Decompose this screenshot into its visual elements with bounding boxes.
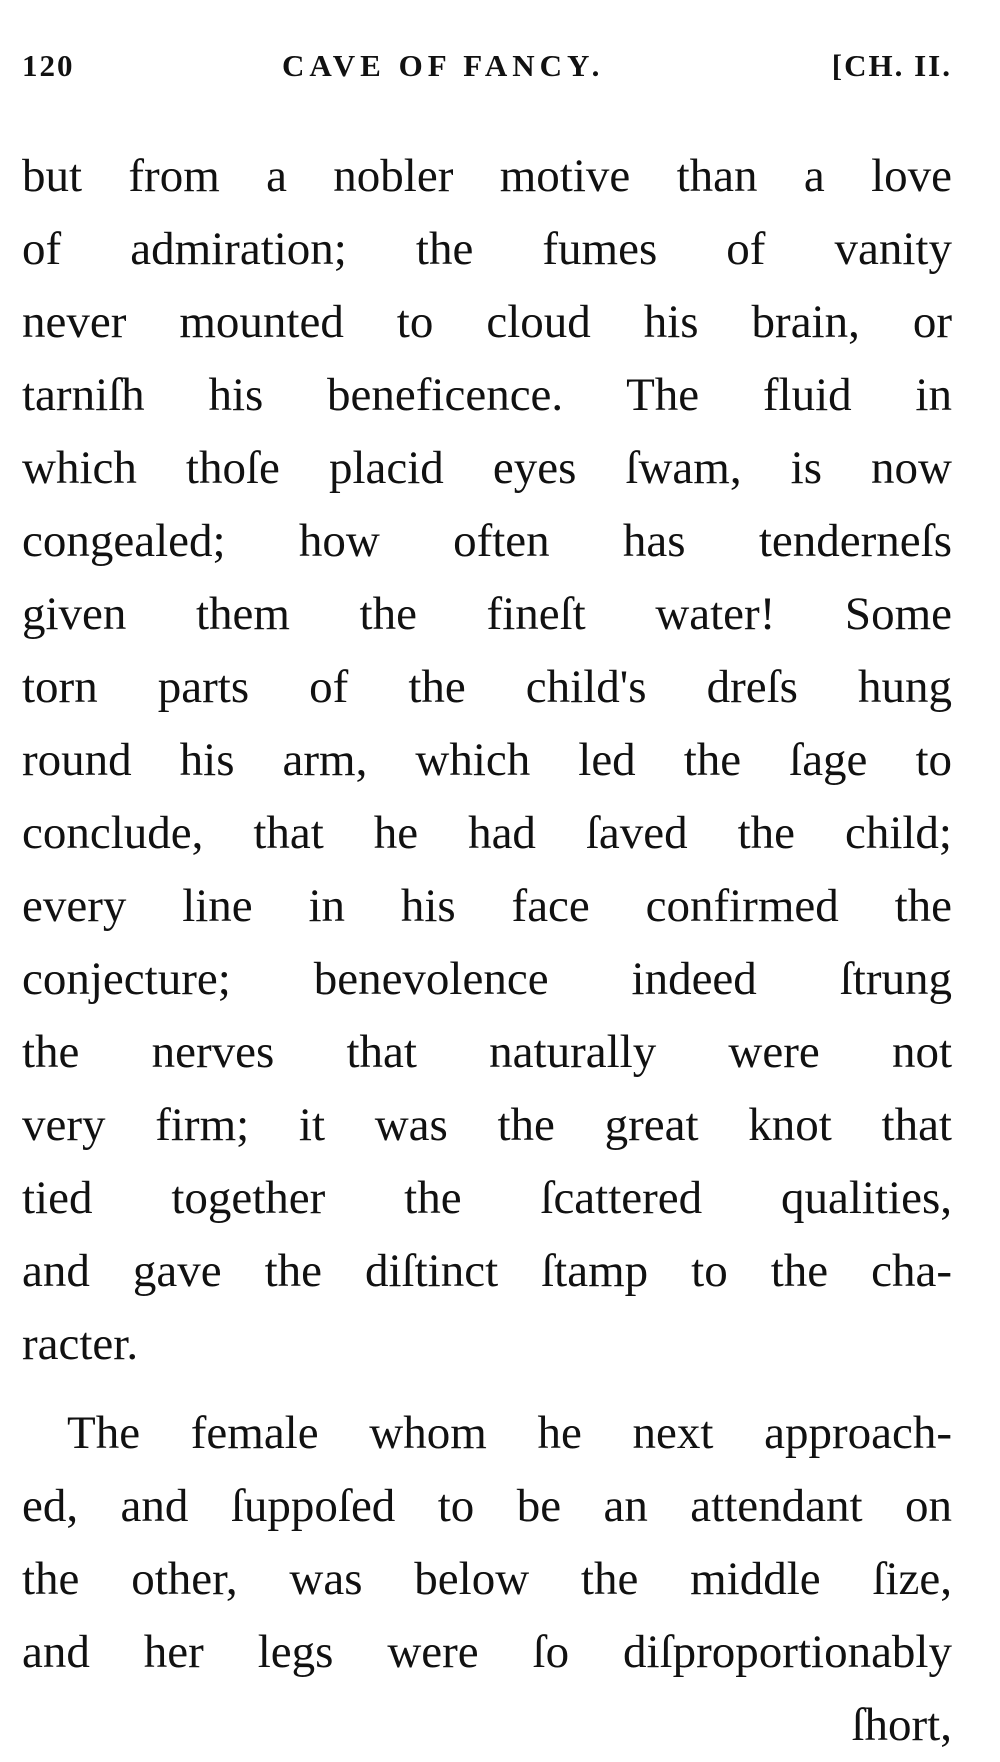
text-line: and her legs were ſo diſproportionably xyxy=(22,1626,952,1678)
text-line: congealed; how often has tenderneſs xyxy=(22,515,952,567)
text-line: every line in his face confirmed the xyxy=(22,880,952,932)
text-line: very firm; it was the great knot that xyxy=(22,1099,952,1151)
text-line: tied together the ſcattered qualities, xyxy=(22,1172,952,1224)
text-line: which thoſe placid eyes ſwam, is now xyxy=(22,442,952,494)
paragraph xyxy=(22,140,952,1381)
text-line: and gave the diſtinct ſtamp to the cha- xyxy=(22,1245,952,1297)
running-head xyxy=(22,48,952,98)
paragraph-spacer xyxy=(22,1381,952,1397)
text-line: conclude, that he had ſaved the child; xyxy=(22,807,952,859)
text-line: of admiration; the fumes of vanity xyxy=(22,223,952,275)
text-line: round his arm, which led the ſage to xyxy=(22,734,952,786)
text-line: tarniſh his beneficence. The fluid in xyxy=(22,369,952,421)
paragraph xyxy=(22,1397,952,1762)
text-line: the nerves that naturally were not xyxy=(22,1026,952,1078)
running-title: CAVE OF FANCY. xyxy=(282,48,605,83)
catchword: ſhort, xyxy=(851,1699,952,1751)
text-line: The female whom he next approach- xyxy=(67,1407,952,1459)
text-line: given them the fineſt water! Some xyxy=(22,588,952,640)
chapter-reference: [CH. II. xyxy=(831,48,952,83)
text-line: never mounted to cloud his brain, or xyxy=(22,296,952,348)
text-line: ed, and ſuppoſed to be an attendant on xyxy=(22,1480,952,1532)
page-number: 120 xyxy=(22,48,75,83)
text-line: racter. xyxy=(22,1318,139,1370)
text-line: but from a nobler motive than a love xyxy=(22,150,952,202)
text-line: the other, was below the middle ſize, xyxy=(22,1553,952,1605)
body-text xyxy=(22,140,952,1762)
text-line: torn parts of the child's dreſs hung xyxy=(22,661,952,713)
text-line: conjecture; benevolence indeed ſtrung xyxy=(22,953,952,1005)
